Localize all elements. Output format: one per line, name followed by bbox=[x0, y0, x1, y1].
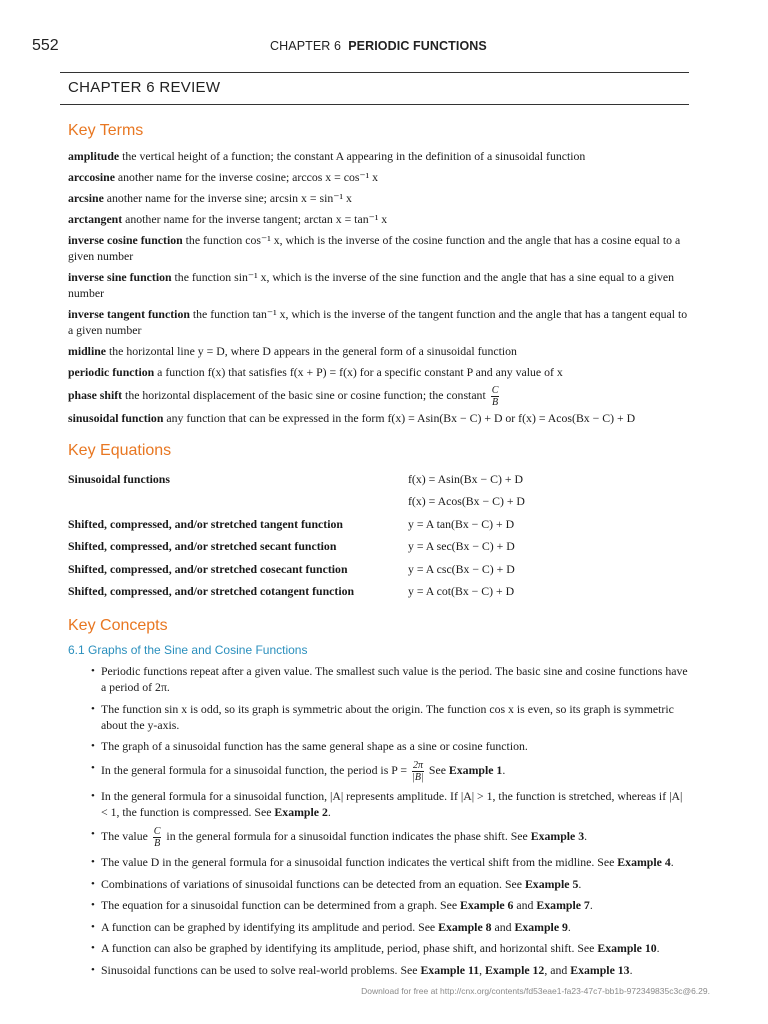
chapter-label: CHAPTER 6 bbox=[270, 39, 342, 53]
key-concepts-list bbox=[68, 663, 688, 978]
key-term-name: midline bbox=[68, 344, 107, 358]
key-term-definition: a function f(x) that satisfies f(x + P) = f(x) for a specific constant P and any value of x bbox=[157, 365, 563, 379]
example-ref: Example 11 bbox=[420, 962, 480, 977]
equation-name: Shifted, compressed, and/or stretched cotangent function bbox=[68, 584, 355, 599]
key-term-name: inverse cosine function bbox=[68, 233, 183, 247]
concept-bullet: • A function can also be graphed by identifying its amplitude, period, phase shift, and horizontal shift. See Example 10. bbox=[92, 940, 688, 956]
fraction-denominator: |B| bbox=[412, 771, 424, 783]
equation-row bbox=[68, 491, 688, 514]
equation-row bbox=[68, 468, 688, 491]
concept-text: A function can also be graphed by identifying its amplitude, period, phase shift, and horizontal shift. See bbox=[101, 941, 595, 955]
key-term-definition: another name for the inverse tangent; arctan x = tan⁻¹ x bbox=[125, 212, 388, 226]
equation-name: Shifted, compressed, and/or stretched cosecant function bbox=[68, 561, 348, 576]
equation-name: Shifted, compressed, and/or stretched secant function bbox=[68, 539, 337, 554]
equation-row bbox=[68, 581, 688, 604]
key-term-entry bbox=[68, 306, 688, 338]
key-term-entry bbox=[68, 364, 688, 380]
concept-bullet: • In the general formula for a sinusoidal function, the period is P = $\frac{2\pi}{|B|}$ See Example 1. bbox=[92, 760, 688, 783]
equation-row bbox=[68, 558, 688, 581]
key-term-entry bbox=[68, 148, 688, 164]
fraction bbox=[491, 385, 500, 408]
concepts-subsection-title: 6.1 Graphs of the Sine and Cosine Functions bbox=[68, 643, 308, 657]
key-term-name: phase shift bbox=[68, 388, 123, 403]
key-term-definition: the function sin⁻¹ x, which is the inverse of the sine function and the angle that has a sine equal to a given number bbox=[68, 270, 675, 300]
equation-name: Shifted, compressed, and/or stretched tangent function bbox=[68, 516, 343, 531]
concept-text: The value bbox=[101, 828, 148, 843]
concept-bullet: • A function can be graphed by identifying its amplitude and period. See Example 8 and Example 9. bbox=[92, 919, 688, 935]
equation-formula: y = A cot(Bx − C) + D bbox=[408, 584, 515, 599]
concept-bullet: • The value $\frac{C}{B}$ in the general formula for a sinusoidal function indicates the phase shift. See Example 3. bbox=[92, 826, 688, 849]
example-ref: Example 2 bbox=[274, 805, 328, 819]
page-header bbox=[32, 37, 688, 57]
key-term-name: inverse sine function bbox=[68, 270, 172, 284]
example-ref: Example 1 bbox=[448, 762, 503, 777]
key-term-entry bbox=[68, 385, 688, 408]
concept-text: In the general formula for a sinusoidal function, the period is P = bbox=[101, 762, 407, 777]
example-ref: Example 9 bbox=[514, 919, 568, 934]
fraction-numerator: C bbox=[491, 385, 499, 396]
key-terms-list bbox=[68, 148, 688, 426]
example-ref: Example 7 bbox=[536, 898, 590, 912]
concept-text: The equation for a sinusoidal function can be determined from a graph. See bbox=[101, 898, 458, 912]
example-ref: Example 3 bbox=[530, 828, 585, 843]
equation-formula: y = A tan(Bx − C) + D bbox=[408, 516, 515, 531]
key-terms-heading: Key Terms bbox=[68, 122, 144, 139]
concept-bullet: • The equation for a sinusoidal function can be determined from a graph. See Example 6 and Example 7. bbox=[92, 897, 688, 913]
concept-bullet bbox=[92, 663, 688, 695]
concept-text-tail: in the general formula for a sinusoidal function indicates the phase shift. See bbox=[166, 828, 528, 843]
chapter-name: PERIODIC FUNCTIONS bbox=[348, 39, 487, 53]
equation-formula: f(x) = Asin(Bx − C) + D bbox=[408, 471, 523, 486]
key-term-entry bbox=[68, 232, 688, 264]
key-term-definition: the function cos⁻¹ x, which is the inverse of the cosine function and the angle that has a cosine equal to a given number bbox=[68, 233, 681, 263]
see-word: See bbox=[428, 762, 446, 777]
concept-text: In the general formula for a sinusoidal function, |A| represents amplitude. If |A| > 1, the function is stretched, whereas if |A| < 1, the function is compressed. See bbox=[101, 789, 683, 819]
concept-text: A function can be graphed by identifying its amplitude and period. See bbox=[101, 919, 436, 934]
equation-formula: f(x) = Acos(Bx − C) + D bbox=[408, 494, 525, 509]
example-ref: Example 12 bbox=[485, 962, 545, 977]
key-term-entry bbox=[68, 190, 688, 206]
key-term-name: arctangent bbox=[68, 212, 123, 226]
chapter-review-title: CHAPTER 6 REVIEW bbox=[68, 79, 221, 96]
page-number: 552 bbox=[32, 37, 59, 54]
key-equations-heading: Key Equations bbox=[68, 442, 172, 459]
key-term-name: amplitude bbox=[68, 149, 120, 163]
equation-name bbox=[68, 491, 408, 514]
fraction-numerator: 2π bbox=[412, 759, 423, 771]
concept-text: Combinations of variations of sinusoidal functions can be detected from an equation. See bbox=[101, 876, 522, 891]
concept-text: Periodic functions repeat after a given value. The smallest such value is the period. The basic sine and cosine functions have a period of 2π. bbox=[101, 664, 688, 694]
key-term-definition: another name for the inverse cosine; arccos x = cos⁻¹ x bbox=[117, 170, 379, 184]
fraction-denominator: B bbox=[154, 837, 161, 849]
concept-bullet: • Sinusoidal functions can be used to solve real-world problems. See Example 11, Example 12, and Example 13. bbox=[92, 962, 688, 978]
and-word: and bbox=[494, 919, 512, 934]
fraction bbox=[412, 760, 424, 783]
key-term-entry bbox=[68, 211, 688, 227]
concept-text: Sinusoidal functions can be used to solve real-world problems. See bbox=[101, 962, 418, 977]
equation-formula: y = A csc(Bx − C) + D bbox=[408, 561, 515, 576]
key-term-definition: the horizontal line y = D, where D appears in the general form of a sinusoidal function bbox=[108, 344, 517, 358]
concept-bullet: • In the general formula for a sinusoidal function, |A| represents amplitude. If |A| > 1, the function is stretched, whereas if |A| < 1, the function is compressed. See Example 2. bbox=[92, 788, 688, 820]
key-term-name: sinusoidal function bbox=[68, 411, 164, 425]
key-term-definition: another name for the inverse sine; arcsin x = sin⁻¹ x bbox=[106, 191, 352, 205]
concept-text: The graph of a sinusoidal function has the same general shape as a sine or cosine function. bbox=[101, 739, 528, 753]
key-term-definition: the horizontal displacement of the basic sine or cosine function; the constant bbox=[125, 388, 486, 403]
example-ref: Example 13 bbox=[570, 962, 630, 977]
example-ref: Example 6 bbox=[460, 898, 514, 912]
running-head bbox=[270, 39, 487, 53]
concept-bullet: • Combinations of variations of sinusoidal functions can be detected from an equation. See Example 5. bbox=[92, 876, 688, 892]
key-term-definition: the function tan⁻¹ x, which is the inverse of the tangent function and the angle that has a tangent equal to a given number bbox=[68, 307, 688, 337]
example-ref: Example 5 bbox=[524, 876, 579, 891]
key-equations-table bbox=[68, 468, 688, 603]
key-term-entry bbox=[68, 169, 688, 185]
equation-name: Sinusoidal functions bbox=[68, 471, 170, 486]
and-word: , and bbox=[544, 962, 568, 977]
equation-row bbox=[68, 513, 688, 536]
key-concepts-heading: Key Concepts bbox=[68, 617, 168, 634]
key-term-name: arcsine bbox=[68, 191, 104, 205]
concept-text: The function sin x is odd, so its graph is symmetric about the origin. The function cos x is even, so its graph is symmetric about the y-axis. bbox=[101, 701, 674, 732]
fraction-denominator: B bbox=[491, 397, 499, 408]
key-term-entry bbox=[68, 343, 688, 359]
concept-bullet bbox=[92, 738, 688, 754]
key-term-name: periodic function bbox=[68, 365, 155, 379]
page-content bbox=[68, 114, 688, 983]
download-footer: Download for free at http://cnx.org/contents/fd53eae1-fa23-47c7-bb1b-972349835c3c@6.29. bbox=[361, 986, 710, 996]
concept-bullet: • The value D in the general formula for a sinusoidal function indicates the vertical shift from the midline. See Example 4. bbox=[92, 854, 688, 870]
and-word: and bbox=[516, 898, 534, 912]
example-ref: Example 4 bbox=[617, 855, 671, 869]
example-ref: Example 10 bbox=[597, 941, 657, 955]
key-term-entry bbox=[68, 410, 688, 426]
concept-bullet bbox=[92, 701, 688, 733]
equation-formula: y = A sec(Bx − C) + D bbox=[408, 539, 515, 554]
chapter-review-bar bbox=[60, 72, 689, 105]
example-ref: Example 8 bbox=[438, 919, 492, 934]
key-term-definition: any function that can be expressed in the form f(x) = Asin(Bx − C) + D or f(x) = Acos(Bx − C) + D bbox=[166, 411, 636, 425]
fraction bbox=[153, 826, 162, 849]
key-term-name: inverse tangent function bbox=[68, 307, 190, 321]
concept-text: The value D in the general formula for a sinusoidal function indicates the vertical shift from the midline. See bbox=[101, 855, 615, 869]
key-term-entry bbox=[68, 269, 688, 301]
key-term-definition: the vertical height of a function; the constant A appearing in the definition of a sinusoidal function bbox=[122, 149, 586, 163]
key-term-name: arccosine bbox=[68, 170, 115, 184]
equation-row bbox=[68, 536, 688, 559]
fraction-numerator: C bbox=[153, 825, 161, 837]
